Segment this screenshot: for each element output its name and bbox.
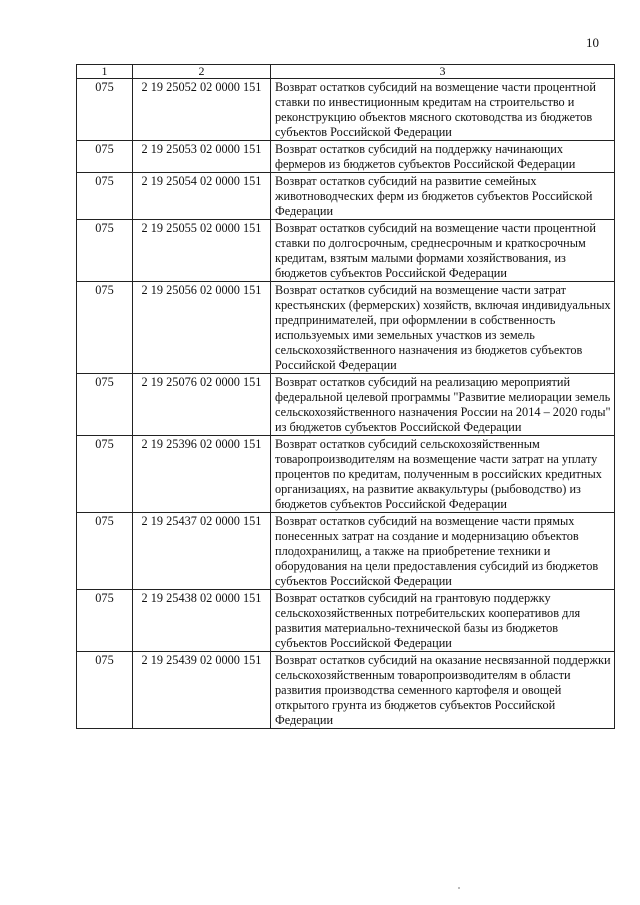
column-header-1: 1 (77, 65, 133, 79)
admin-code-cell: 075 (77, 374, 133, 436)
income-name-cell: Возврат остатков субсидий на оказание несвязанной поддержки сельскохозяйственным товаропроизводителям в области развития производства семенного картофеля и овощей открытого грунта из бюджетов субъектов Российской Федерации (271, 652, 615, 729)
income-name-cell: Возврат остатков субсидий сельскохозяйственным товаропроизводителям на возмещение части затрат на уплату процентов по кредитам, полученным в российских кредитных организациях, на развитие аквакультуры (рыбоводство) из бюджетов субъектов Российской Федерации (271, 436, 615, 513)
income-name-cell: Возврат остатков субсидий на грантовую поддержку сельскохозяйственных потребительских кооперативов для развития материально-технической базы из бюджетов субъектов Российской Федерации (271, 590, 615, 652)
income-name-cell: Возврат остатков субсидий на реализацию мероприятий федеральной целевой программы "Развитие мелиорации земель сельскохозяйственного назначения России на 2014 – 2020 годы" из бюджетов субъектов Российской Федерации (271, 374, 615, 436)
table-row (77, 513, 615, 590)
income-name-cell: Возврат остатков субсидий на развитие семейных животноводческих ферм из бюджетов субъектов Российской Федерации (271, 173, 615, 220)
admin-code-cell: 075 (77, 141, 133, 173)
scan-dot (458, 887, 460, 889)
budget-class-code-cell: 2 19 25052 02 0000 151 (133, 79, 271, 141)
admin-code-cell: 075 (77, 590, 133, 652)
table-header-row (77, 65, 615, 79)
budget-class-code-cell: 2 19 25054 02 0000 151 (133, 173, 271, 220)
income-name-cell: Возврат остатков субсидий на возмещение части прямых понесенных затрат на создание и модернизацию объектов плодохранилищ, а также на приобретение техники и оборудования на цели предоставления субсидий из бюджетов субъектов Российской Федерации (271, 513, 615, 590)
budget-class-code-cell: 2 19 25053 02 0000 151 (133, 141, 271, 173)
budget-class-code-cell: 2 19 25396 02 0000 151 (133, 436, 271, 513)
table-row (77, 374, 615, 436)
column-header-2: 2 (133, 65, 271, 79)
budget-class-code-cell: 2 19 25076 02 0000 151 (133, 374, 271, 436)
budget-codes-table (76, 64, 615, 729)
table-row (77, 173, 615, 220)
table-row (77, 590, 615, 652)
income-name-cell: Возврат остатков субсидий на возмещение части процентной ставки по долгосрочным, среднесрочным и краткосрочным кредитам, взятым малыми формами хозяйствования, из бюджетов субъектов Российской Федерации (271, 220, 615, 282)
budget-class-code-cell: 2 19 25438 02 0000 151 (133, 590, 271, 652)
column-header-3: 3 (271, 65, 615, 79)
admin-code-cell: 075 (77, 220, 133, 282)
page-number: 10 (586, 35, 599, 50)
table-row (77, 652, 615, 729)
table-row (77, 220, 615, 282)
table-row (77, 282, 615, 374)
budget-class-code-cell: 2 19 25056 02 0000 151 (133, 282, 271, 374)
admin-code-cell: 075 (77, 282, 133, 374)
table-row (77, 79, 615, 141)
budget-class-code-cell: 2 19 25439 02 0000 151 (133, 652, 271, 729)
income-name-cell: Возврат остатков субсидий на возмещение части процентной ставки по инвестиционным кредитам на строительство и реконструкцию объектов мясного скотоводства из бюджетов субъектов Российской Федерации (271, 79, 615, 141)
table-row (77, 141, 615, 173)
table-row (77, 436, 615, 513)
admin-code-cell: 075 (77, 513, 133, 590)
admin-code-cell: 075 (77, 79, 133, 141)
admin-code-cell: 075 (77, 436, 133, 513)
income-name-cell: Возврат остатков субсидий на поддержку начинающих фермеров из бюджетов субъектов Российской Федерации (271, 141, 615, 173)
admin-code-cell: 075 (77, 173, 133, 220)
admin-code-cell: 075 (77, 652, 133, 729)
budget-class-code-cell: 2 19 25437 02 0000 151 (133, 513, 271, 590)
budget-class-code-cell: 2 19 25055 02 0000 151 (133, 220, 271, 282)
income-name-cell: Возврат остатков субсидий на возмещение части затрат крестьянских (фермерских) хозяйств, включая индивидуальных предпринимателей, при оформлении в собственность используемых ими земельных участков из земель сельскохозяйственного назначения из бюджетов субъектов Российской Федерации (271, 282, 615, 374)
